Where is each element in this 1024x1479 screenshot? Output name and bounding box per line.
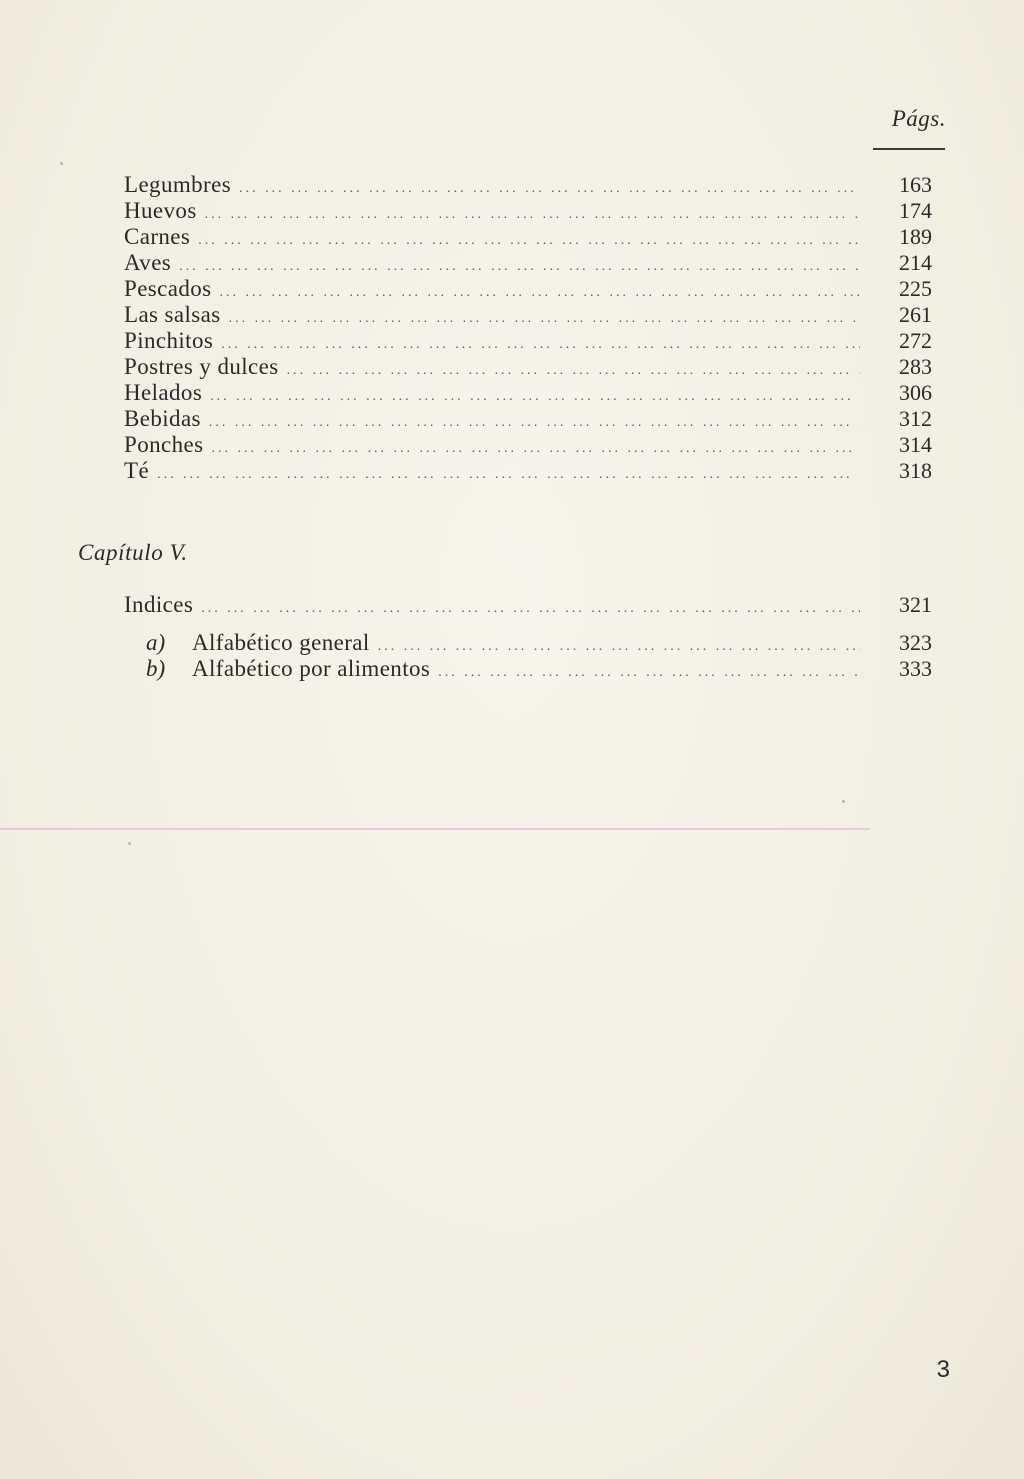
toc-subentry-alfabetico-general [146, 630, 860, 656]
dot-leader [211, 436, 860, 458]
folio-page-number: 3 [936, 1356, 950, 1383]
toc-page-number: 174 [899, 198, 932, 223]
toc-subentry-alfabetico-por-alimentos [146, 656, 860, 682]
toc-entry-las-salsas [124, 302, 860, 328]
toc-entry-postres-y-dulces [124, 354, 860, 380]
toc-entry-legumbres [124, 172, 860, 198]
toc-page-number: 314 [899, 432, 932, 457]
toc-page-number: 283 [899, 354, 932, 379]
toc-entry-label: Bebidas [124, 406, 201, 431]
toc-entry-label: Té [124, 458, 150, 483]
paper-speck [842, 800, 845, 803]
toc-entry-label: Helados [124, 380, 203, 405]
toc-entry-ponches [124, 432, 860, 458]
toc-entry-pescados [124, 276, 860, 302]
toc-entry-aves [124, 250, 860, 276]
dot-leader [378, 634, 860, 656]
dot-leader [221, 332, 860, 354]
toc-entry-label: Legumbres [124, 172, 232, 197]
toc-entry-indices [124, 592, 860, 618]
toc-page-number: 321 [899, 592, 932, 617]
subentry-marker: a) [146, 630, 166, 655]
toc-entry-huevos [124, 198, 860, 224]
toc-entry-helados [124, 380, 860, 406]
toc-entry-label: Carnes [124, 224, 191, 249]
toc-entry-label: Alfabético general [192, 630, 370, 655]
dot-leader [201, 596, 860, 618]
dot-leader [438, 660, 860, 682]
toc-entry-bebidas [124, 406, 860, 432]
toc-page-number: 306 [899, 380, 932, 405]
toc-entry-label: Pescados [124, 276, 212, 301]
toc-entry-label: Pinchitos [124, 328, 214, 353]
dot-leader [205, 202, 860, 224]
subentry-marker: b) [146, 656, 166, 681]
toc-page-number: 261 [899, 302, 932, 327]
toc-entry-label: Las salsas [124, 302, 221, 327]
toc-page-number: 333 [899, 656, 932, 681]
dot-leader [210, 384, 860, 406]
toc-entry-te [124, 458, 860, 484]
toc-page-number: 189 [899, 224, 932, 249]
toc-entry-label: Indices [124, 592, 194, 617]
toc-page-number: 214 [899, 250, 932, 275]
toc-page-number: 318 [899, 458, 932, 483]
dot-leader [239, 176, 860, 198]
toc-entry-carnes [124, 224, 860, 250]
dot-leader [220, 280, 860, 302]
toc-page-number: 312 [899, 406, 932, 431]
paper-speck [128, 842, 131, 845]
dot-leader [287, 358, 860, 380]
paper-speck [60, 162, 63, 165]
scan-artifact-line [0, 828, 870, 830]
toc-entry-label: Postres y dulces [124, 354, 279, 379]
toc-entry-label: Ponches [124, 432, 204, 457]
dot-leader [198, 228, 860, 250]
dot-leader [209, 410, 860, 432]
toc-entry-label: Huevos [124, 198, 197, 223]
dot-leader [179, 254, 860, 276]
toc-entry-pinchitos [124, 328, 860, 354]
chapter-heading: Capítulo V. [78, 540, 188, 565]
pages-column-header: Págs. [891, 106, 946, 131]
dot-leader [229, 306, 860, 328]
toc-page-number: 323 [899, 630, 932, 655]
toc-page-number: 272 [899, 328, 932, 353]
toc-page-number: 225 [899, 276, 932, 301]
header-rule [873, 148, 945, 150]
toc-entry-label: Aves [124, 250, 172, 275]
toc-page-number: 163 [899, 172, 932, 197]
toc-entry-label: Alfabético por alimentos [192, 656, 431, 681]
dot-leader [157, 462, 860, 484]
